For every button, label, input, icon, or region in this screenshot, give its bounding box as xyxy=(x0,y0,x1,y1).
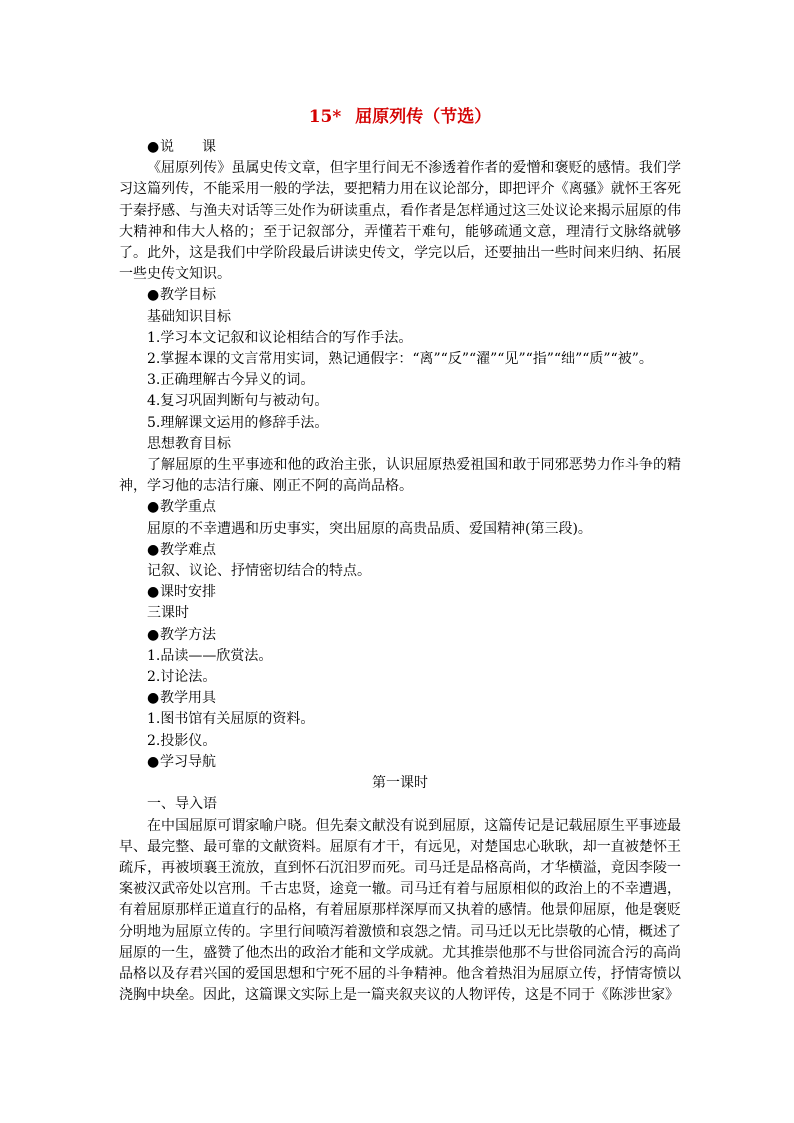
section-heading-guide: ●学习导航 xyxy=(119,752,681,773)
section-heading-tools: ●教学用具 xyxy=(119,688,681,709)
key-point-text: 屈原的不幸遭遇和历史事实，突出屈原的高贵品质、爱国精神(第三段)。 xyxy=(147,520,592,537)
section-heading-shuoke: ●说 课 xyxy=(119,137,681,158)
section-heading-schedule: ●课时安排 xyxy=(119,582,681,603)
schedule-text: 三课时 xyxy=(147,605,189,622)
section-heading-methods: ●教学方法 xyxy=(119,625,681,646)
difficulty-text: 记叙、议论、抒情密切结合的特点。 xyxy=(147,563,371,580)
bullet-icon: ● xyxy=(147,139,160,155)
intro-paragraph: 在中国屈原可谓家喻户晓。但先秦文献没有说到屈原，这篇传记是记载屈原生平事迹最早、最完整、最可靠的文献资料。屈原有才干，有远见，对楚国忠心耿耿，却一直被楚怀王疏斥，再被顷襄王流放，直到怀石沉汨罗而死。司马迁是品格高尚，才华横溢，竟因李陵一案被汉武帝处以宫刑。千古忠贤，途竟一辙。司马迁有着与屈原相似的政治上的不幸遭遇，有着屈原那样正道直行的品格，有着屈原那样深厚而又执着的感情。他景仰屈原，他是褒贬分明地为屈原立传的。字里行间喷泻着激愤和哀怨之情。司马迁以无比崇敬的心情，概述了屈原的一生，盛赞了他杰出的政治才能和文学成就。尤其推崇他那不与世俗同流合污的高尚品格以及存君兴国的爱国思想和宁死不屈的斗争精神。他含着热泪为屈原立传，抒情寄愤以浇胸中块垒。因此，这篇课文实际上是一篇夹叙夹议的人物评传，这是不同于《陈涉世家》 xyxy=(119,817,681,1004)
lesson-period-title: 第一课时 xyxy=(372,775,428,792)
section-heading-goals: ●教学目标 xyxy=(119,285,681,306)
section-heading-key-point: ●教学重点 xyxy=(119,497,681,518)
bullet-icon: ● xyxy=(147,499,160,516)
knowledge-goal-item: 4.复习巩固判断句与被动句。 xyxy=(147,393,329,410)
knowledge-goal-item: 2.掌握本课的文言常用实词，熟记通假字：“离”“反”“濯”“见”“指”“绌”“质”“被”。 xyxy=(147,351,653,368)
method-item: 1.品读——欣赏法。 xyxy=(147,647,273,664)
knowledge-goal-title: 基础知识目标 xyxy=(147,308,231,325)
method-item: 2.讨论法。 xyxy=(147,669,217,686)
moral-goal-title: 思想教育目标 xyxy=(147,435,231,452)
bullet-icon: ● xyxy=(147,753,160,770)
moral-goal-paragraph: 了解屈原的生平事迹和他的政治主张，认识屈原热爱祖国和敢于同邪恶势力作斗争的精神，学习他的志洁行廉、刚正不阿的高尚品格。 xyxy=(119,457,681,495)
knowledge-goal-item: 1.学习本文记叙和议论相结合的写作手法。 xyxy=(147,329,413,346)
bullet-icon: ● xyxy=(147,584,160,601)
tool-item: 1.图书馆有关屈原的资料。 xyxy=(147,711,315,728)
bullet-icon: ● xyxy=(147,626,160,643)
tool-item: 2.投影仪。 xyxy=(147,732,217,749)
section-heading-difficulty: ●教学难点 xyxy=(119,540,681,561)
knowledge-goal-item: 5.理解课文运用的修辞手法。 xyxy=(147,414,329,431)
intro-heading: 一、导入语 xyxy=(147,796,217,813)
document-body xyxy=(119,137,681,1006)
lesson-title: 屈原列传（节选） xyxy=(355,107,492,127)
knowledge-goal-item: 3.正确理解古今异义的词。 xyxy=(147,372,315,389)
bullet-icon: ● xyxy=(147,690,160,707)
bullet-icon: ● xyxy=(147,287,160,304)
bullet-icon: ● xyxy=(147,541,160,558)
page-title xyxy=(119,104,681,130)
shuoke-paragraph: 《屈原列传》虽属史传文章，但字里行间无不渗透着作者的爱憎和褒贬的感情。我们学习这篇列传，不能采用一般的学法，要把精力用在议论部分，即把评介《离骚》就怀王客死于秦抒感、与渔夫对话等三处作为研读重点，看作者是怎样通过这三处议论来揭示屈原的伟大精神和伟大人格的；至于记叙部分，弄懂若干难句，能够疏通文意，理清行文脉络就够了。此外，这是我们中学阶段最后讲读史传文，学完以后，还要抽出一些时间来归纳、拓展一些史传文知识。 xyxy=(119,160,681,283)
lesson-number: 15* xyxy=(308,107,342,127)
